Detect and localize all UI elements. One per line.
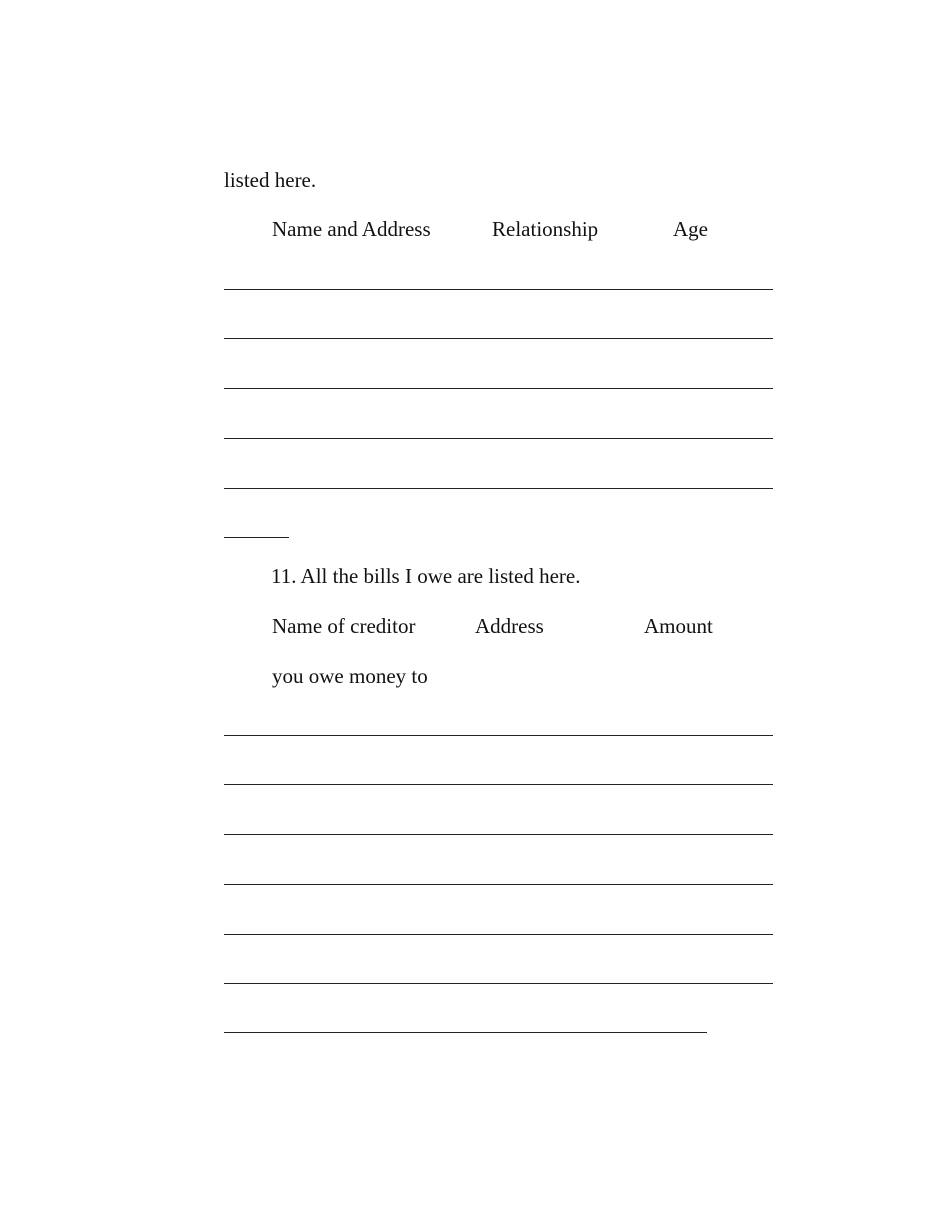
- fill-line[interactable]: [224, 388, 773, 389]
- section10-continuation: listed here.: [224, 168, 317, 192]
- fill-line[interactable]: [224, 934, 773, 935]
- fill-line[interactable]: [224, 488, 773, 489]
- fill-line[interactable]: [224, 834, 773, 835]
- section11-heading: 11. All the bills I owe are listed here.: [271, 564, 581, 588]
- fill-line[interactable]: [224, 735, 773, 736]
- fill-line[interactable]: [224, 438, 773, 439]
- fill-line[interactable]: [224, 338, 773, 339]
- fill-line[interactable]: [224, 784, 773, 785]
- column-header-name-address: Name and Address: [272, 217, 431, 241]
- fill-line[interactable]: [224, 983, 773, 984]
- column-header-relationship: Relationship: [492, 217, 599, 241]
- fill-line[interactable]: [224, 289, 773, 290]
- column-header-creditor: Name of creditor: [272, 614, 416, 638]
- fill-line[interactable]: [224, 884, 773, 885]
- fill-line-short[interactable]: [224, 537, 289, 538]
- creditor-subline: you owe money to: [272, 664, 428, 688]
- column-header-age: Age: [673, 217, 708, 241]
- fill-line-partial[interactable]: [224, 1032, 707, 1033]
- column-header-amount: Amount: [644, 614, 713, 638]
- column-header-address: Address: [475, 614, 544, 638]
